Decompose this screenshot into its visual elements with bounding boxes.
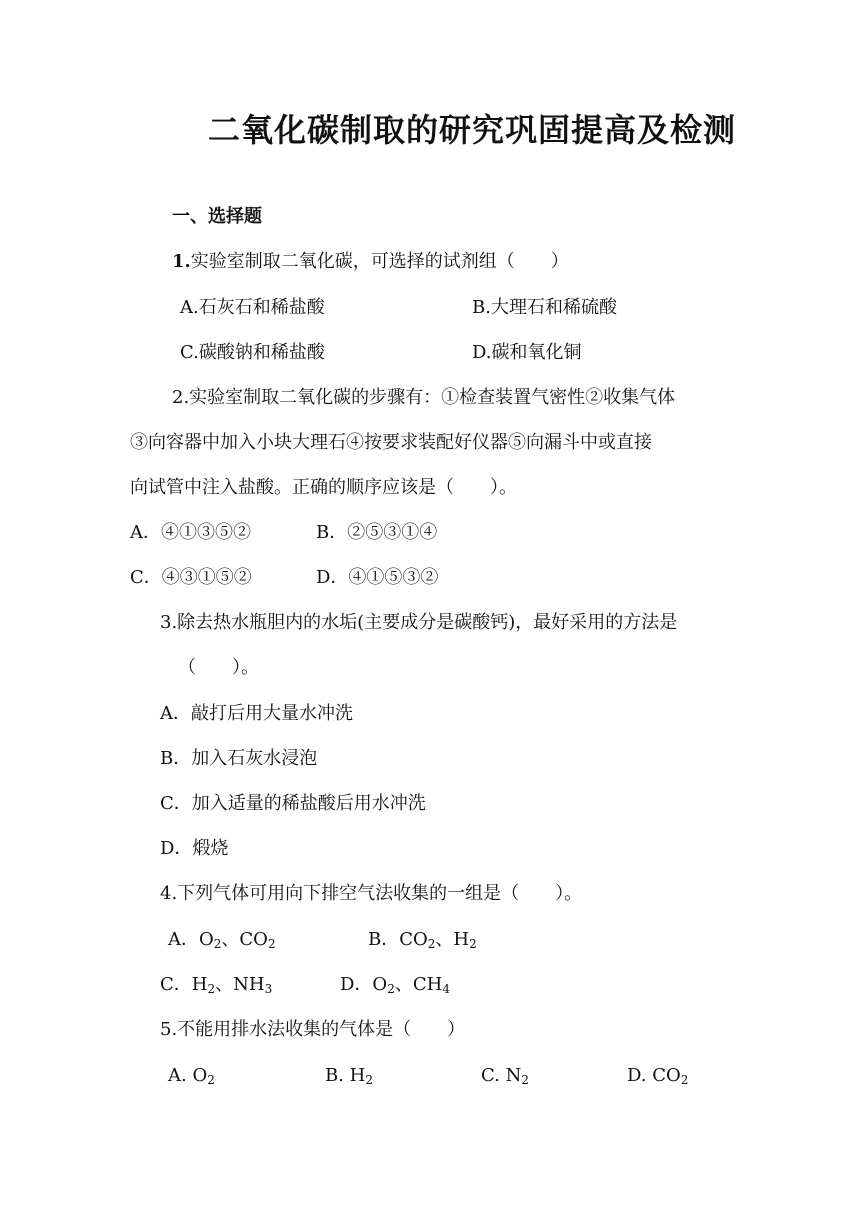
question-1-number: 1. <box>172 251 191 272</box>
q5-option-b: B. $H_2$ <box>325 1065 374 1087</box>
q5-option-a: A. $O_2$ <box>168 1065 215 1087</box>
q2-option-a: A．④①③⑤② <box>130 522 251 543</box>
q1-option-a: A.石灰石和稀盐酸 <box>180 297 325 318</box>
q4-option-a: A．$O_2$、$CO_2$ <box>168 929 276 951</box>
question-4-text: 4.下列气体可用向下排空气法收集的一组是（ ）。 <box>160 883 583 904</box>
q3-option-d: D．煅烧 <box>160 838 229 859</box>
document-title: 二氧化碳制取的研究巩固提高及检测 <box>208 111 737 149</box>
question-3-line-2: （ ）。 <box>178 657 259 678</box>
q4-option-c: C．$H_2$、$NH_3$ <box>160 974 273 996</box>
q1-option-b: B.大理石和稀硫酸 <box>472 297 617 318</box>
question-2-line-3: 向试管中注入盐酸。正确的顺序应该是（ ）。 <box>130 477 517 498</box>
q4-option-b: B．$CO_2$、$H_2$ <box>368 929 477 951</box>
question-3-line-1: 3.除去热水瓶胆内的水垢(主要成分是碳酸钙)，最好采用的方法是 <box>160 612 678 633</box>
q3-option-a: A．敲打后用大量水冲洗 <box>160 703 353 724</box>
question-1 <box>172 250 569 274</box>
section-heading: 一、选择题 <box>172 206 262 227</box>
question-2-line-1: 2.实验室制取二氧化碳的步骤有：①检查装置气密性②收集气体 <box>172 387 676 408</box>
q2-option-d: D．④①⑤③② <box>316 567 439 588</box>
q2-option-b: B．②⑤③①④ <box>316 522 438 543</box>
q4-option-d: D．$O_2$、$CH_4$ <box>340 974 450 996</box>
q3-option-b: B．加入石灰水浸泡 <box>160 748 318 769</box>
q5-option-d: D. $CO_2$ <box>627 1065 689 1087</box>
q1-option-c: C.碳酸钠和稀盐酸 <box>180 342 325 363</box>
q3-option-c: C．加入适量的稀盐酸后用水冲洗 <box>160 793 426 814</box>
q1-option-d: D.碳和氧化铜 <box>472 342 582 363</box>
q5-option-c: C. $N_2$ <box>481 1065 529 1087</box>
question-5-text: 5.不能用排水法收集的气体是（ ） <box>160 1019 466 1040</box>
question-1-text: 实验室制取二氧化碳，可选择的试剂组（ ） <box>190 251 569 272</box>
question-2-line-2: ③向容器中加入小块大理石④按要求装配好仪器⑤向漏斗中或直接 <box>130 432 652 453</box>
q2-option-c: C．④③①⑤② <box>130 567 252 588</box>
